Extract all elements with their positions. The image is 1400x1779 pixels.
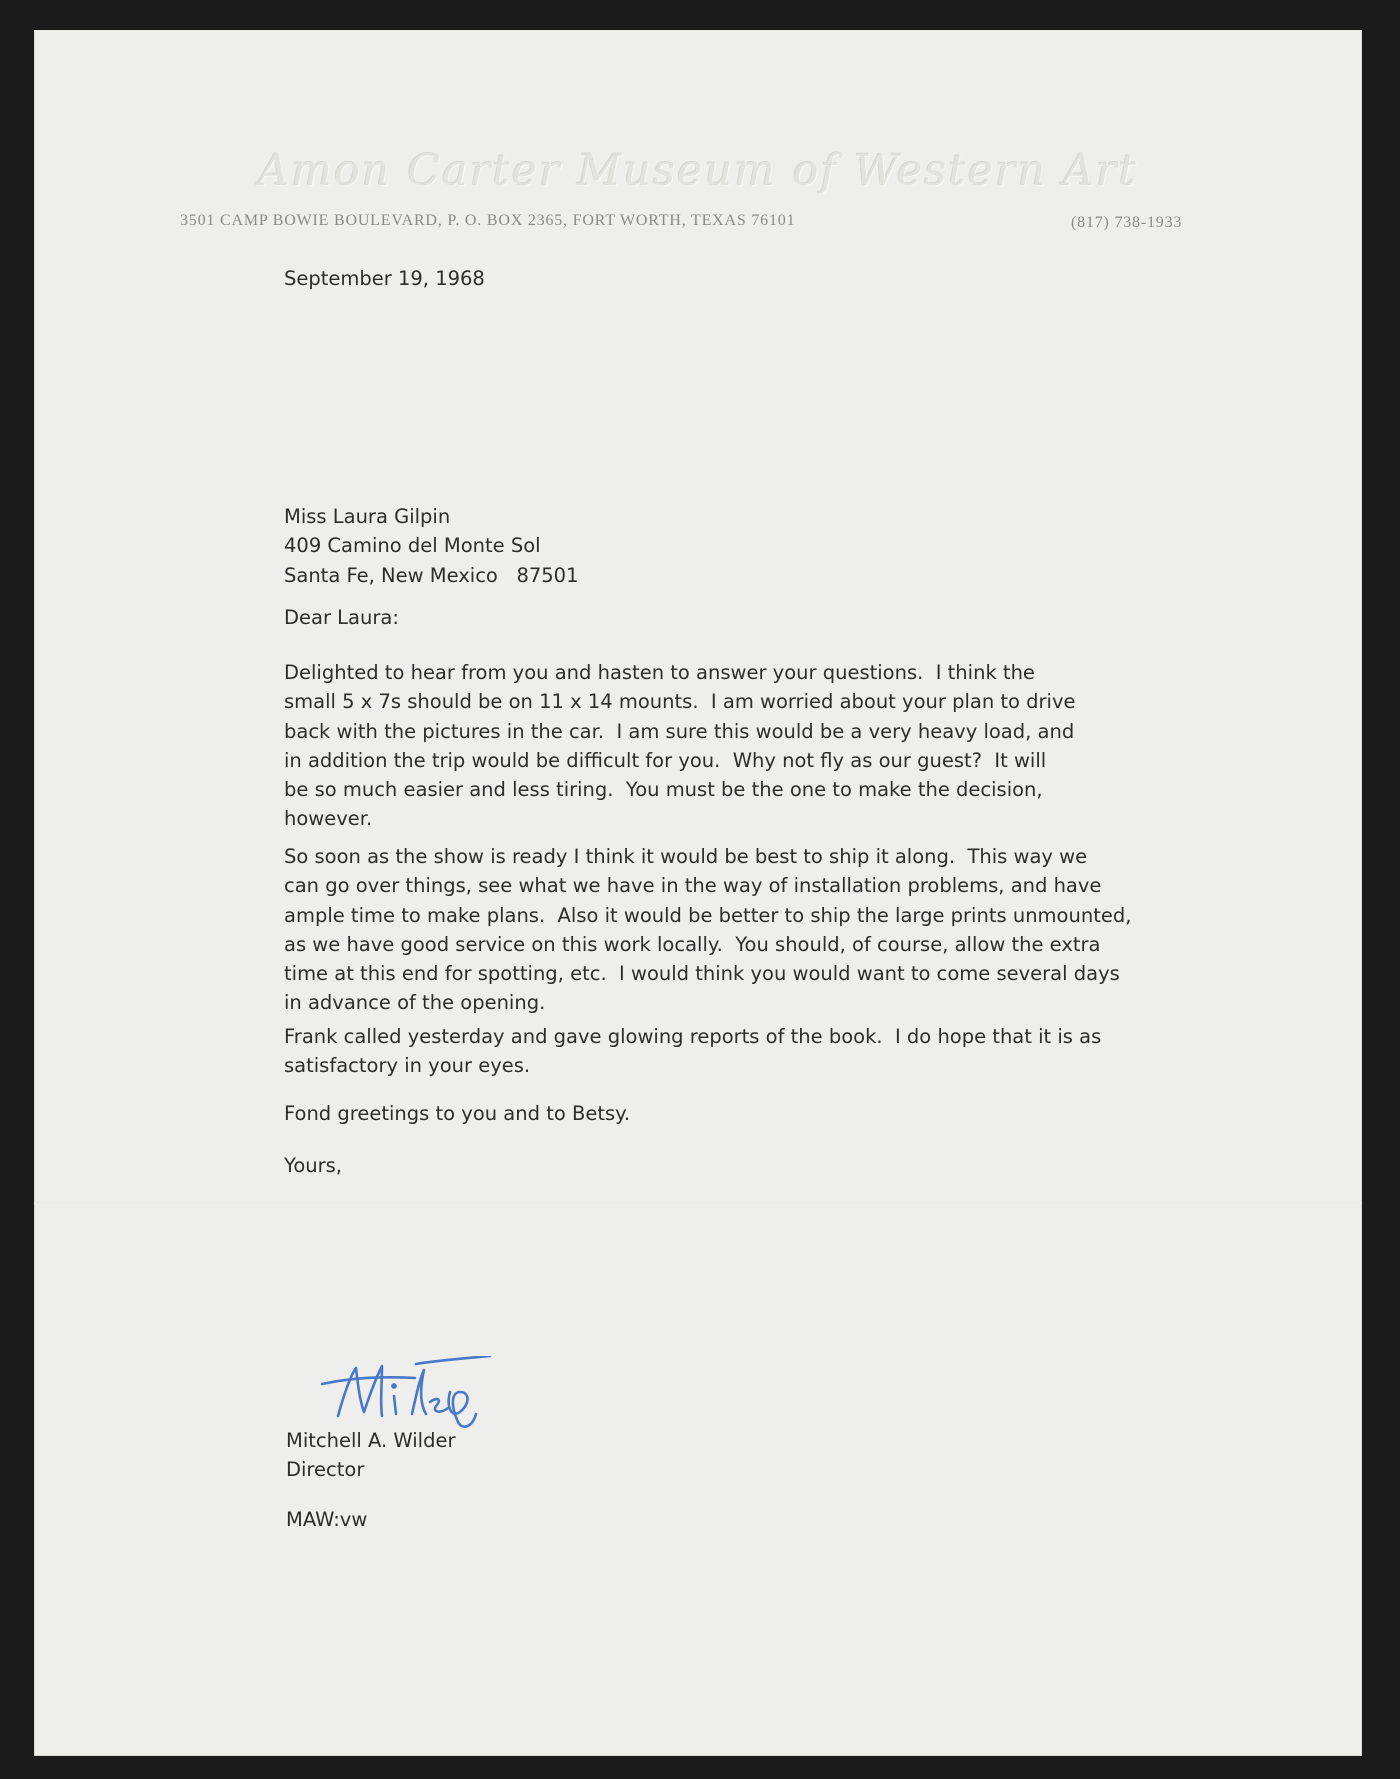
paper-edge: [34, 30, 1362, 32]
paragraph-line: So soon as the show is ready I think it would be best to ship it along. This way we: [284, 845, 1088, 868]
paragraph-line: small 5 x 7s should be on 11 x 14 mounts. I am worried about your plan to drive: [284, 690, 1076, 714]
paragraph-line: Frank called yesterday and gave glowing reports of the book. I do hope that it is as: [284, 1025, 1102, 1048]
closing: Yours,: [284, 1154, 342, 1177]
paragraph-line: satisfactory in your eyes.: [284, 1054, 531, 1078]
paragraph-1: [284, 658, 1076, 834]
paragraph-4: Fond greetings to you and to Betsy.: [284, 1102, 631, 1125]
reference-initials: MAW:vw: [286, 1508, 368, 1531]
paragraph-line: be so much easier and less tiring. You must be the one to make the decision,: [284, 778, 1043, 802]
recipient-street: 409 Camino del Monte Sol: [284, 534, 541, 558]
paragraph-2: [284, 842, 1131, 1018]
paragraph-line: however.: [284, 807, 373, 831]
recipient-name: Miss Laura Gilpin: [284, 505, 451, 528]
paragraph-line: ample time to make plans. Also it would be better to ship the large prints unmounted,: [284, 903, 1132, 927]
signer-block: [286, 1426, 455, 1485]
letterhead-phone: (817) 738-1933: [1071, 214, 1183, 231]
paragraph-line: as we have good service on this work locally. You should, of course, allow the extra: [284, 932, 1101, 956]
paragraph-line: Delighted to hear from you and hasten to answer your questions. I think the: [284, 661, 1035, 684]
letterhead-embossed-name: Amon Carter Museum of Western Art: [258, 146, 1138, 196]
signer-name: Mitchell A. Wilder: [286, 1429, 456, 1452]
recipient-city: Santa Fe, New Mexico 87501: [284, 563, 579, 587]
salutation: Dear Laura:: [284, 606, 399, 629]
recipient-address: [284, 502, 578, 590]
paragraph-line: can go over things, see what we have in the way of installation problems, and have: [284, 874, 1102, 898]
letterhead-address: 3501 CAMP BOWIE BOULEVARD, P. O. BOX 2365, FORT WORTH, TEXAS 76101: [180, 212, 796, 229]
handwritten-signature: [320, 1356, 520, 1436]
paragraph-line: in advance of the opening.: [284, 991, 546, 1015]
paragraph-3: [284, 1022, 1101, 1081]
paragraph-line: back with the pictures in the car. I am sure this would be a very heavy load, and: [284, 719, 1075, 743]
paper-fold-line: [34, 1202, 1362, 1204]
letter-page: [34, 30, 1362, 1756]
paragraph-line: in addition the trip would be difficult for you. Why not fly as our guest? It will: [284, 748, 1047, 772]
signer-title: Director: [286, 1458, 365, 1482]
letter-date: September 19, 1968: [284, 267, 485, 290]
paragraph-line: time at this end for spotting, etc. I would think you would want to come several days: [284, 962, 1120, 986]
